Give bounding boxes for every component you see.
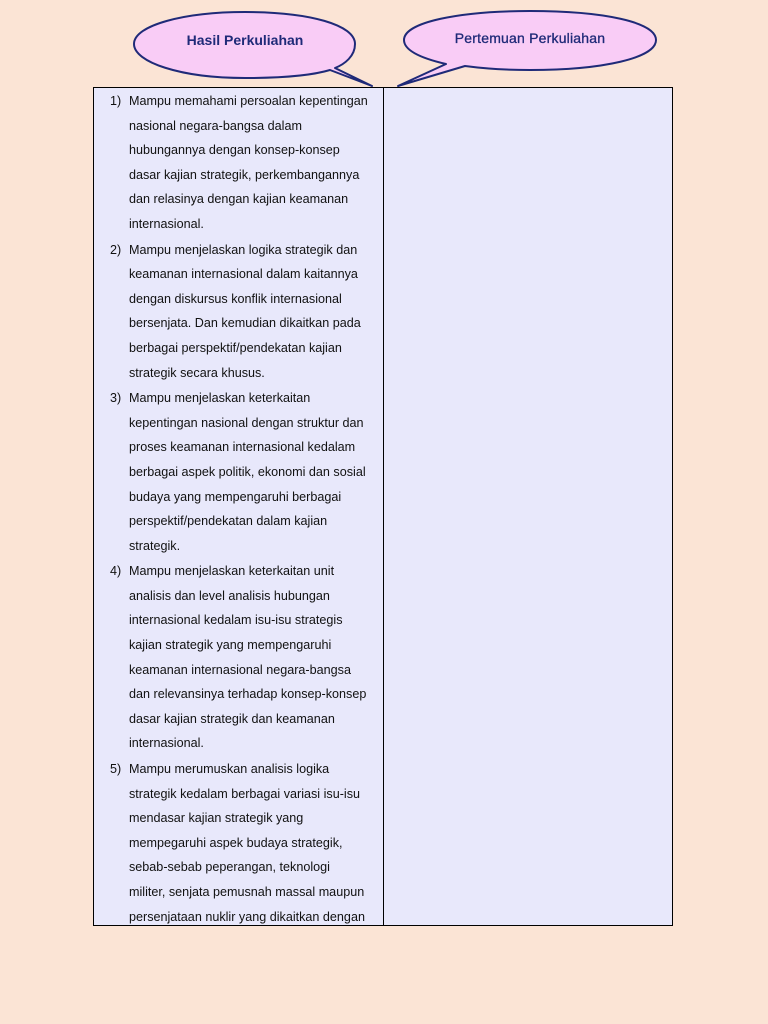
outcome-text-line: proses keamanan internasional kedalam xyxy=(129,440,356,455)
outcome-text-line: bersenjata. Dan kemudian dikaitkan pada xyxy=(129,316,361,331)
outcome-text-line: persenjataan nuklir yang dikaitkan dengan xyxy=(129,909,365,924)
outcome-text-line: berbagai perspektif/pendekatan kajian xyxy=(129,340,342,355)
pertemuan-perkuliahan-column xyxy=(384,88,672,925)
outcome-text-line: Mampu menjelaskan keterkaitan unit xyxy=(129,564,335,579)
outcome-number: 5) xyxy=(110,762,122,777)
outcome-text-line: Mampu memahami persoalan kepentingan xyxy=(129,94,368,108)
pertemuan-perkuliahan-label: Pertemuan Perkuliahan xyxy=(454,30,606,46)
outcome-item xyxy=(94,757,384,925)
outcome-text-line: analisis dan level analisis hubungan xyxy=(129,588,330,603)
outcome-text-line: strategik. xyxy=(129,538,181,553)
hasil-perkuliahan-column xyxy=(94,88,384,925)
outcome-text-line: internasional. xyxy=(129,736,204,751)
outcome-text-line: budaya yang mempengaruhi berbagai xyxy=(129,489,342,504)
outcome-number: 1) xyxy=(110,94,122,108)
learning-outcomes-table xyxy=(93,87,673,926)
outcome-text-line: Mampu menjelaskan keterkaitan xyxy=(129,391,311,406)
learning-outcomes-list xyxy=(94,89,384,925)
outcome-number: 4) xyxy=(110,564,122,579)
outcome-text-line: sebab-sebab peperangan, teknologi xyxy=(129,860,330,875)
hasil-perkuliahan-bubble xyxy=(134,12,372,86)
outcome-text-line: perspektif/pendekatan dalam kajian xyxy=(129,514,328,529)
outcome-text-line: strategik secara khusus. xyxy=(129,365,265,380)
hasil-perkuliahan-label: Hasil Perkuliahan xyxy=(186,32,304,48)
outcome-text-line: keamanan internasional negara-bangsa xyxy=(129,662,351,677)
outcome-item xyxy=(94,89,384,237)
outcome-text-line: dasar kajian strategik, perkembangannya xyxy=(129,167,360,182)
outcome-item xyxy=(94,559,384,756)
outcome-text-line: keamanan internasional dalam kaitannya xyxy=(129,267,358,282)
outcome-text-line: Mampu menjelaskan logika strategik dan xyxy=(129,242,358,257)
outcome-text-line: kajian strategik yang mempengaruhi xyxy=(129,638,332,653)
pertemuan-perkuliahan-bubble xyxy=(398,11,656,86)
outcome-text-line: dengan diskursus konflik internasional xyxy=(129,291,342,306)
outcome-text-line: dan relasinya dengan kajian keamanan xyxy=(129,192,349,207)
speech-bubbles xyxy=(0,0,768,100)
outcome-number: 3) xyxy=(110,391,122,406)
outcome-text-line: hubungannya dengan konsep-konsep xyxy=(129,143,340,158)
outcome-text-line: strategik kedalam berbagai variasi isu-isu xyxy=(129,786,360,801)
outcome-text-line: kepentingan nasional dengan struktur dan xyxy=(129,415,364,430)
outcome-text-line: berbagai aspek politik, ekonomi dan sosial xyxy=(129,464,366,479)
outcome-item xyxy=(94,386,384,558)
outcome-text-line: mempegaruhi aspek budaya strategik, xyxy=(129,835,343,850)
outcome-number: 2) xyxy=(110,242,122,257)
outcome-text-line: internasional kedalam isu-isu strategis xyxy=(129,613,343,628)
outcome-text-line: militer, senjata pemusnah massal maupun xyxy=(129,885,365,899)
outcome-text-line: dan relevansinya terhadap konsep-konsep xyxy=(129,687,367,702)
outcome-item xyxy=(94,238,384,386)
outcome-text-line: Mampu merumuskan analisis logika xyxy=(129,762,330,777)
outcome-text-line: mendasar kajian strategik yang xyxy=(129,811,304,826)
outcome-text-line: nasional negara-bangsa dalam xyxy=(129,118,302,133)
outcome-text-line: dasar kajian strategik dan keamanan xyxy=(129,711,335,726)
outcome-text-line: internasional. xyxy=(129,216,204,231)
